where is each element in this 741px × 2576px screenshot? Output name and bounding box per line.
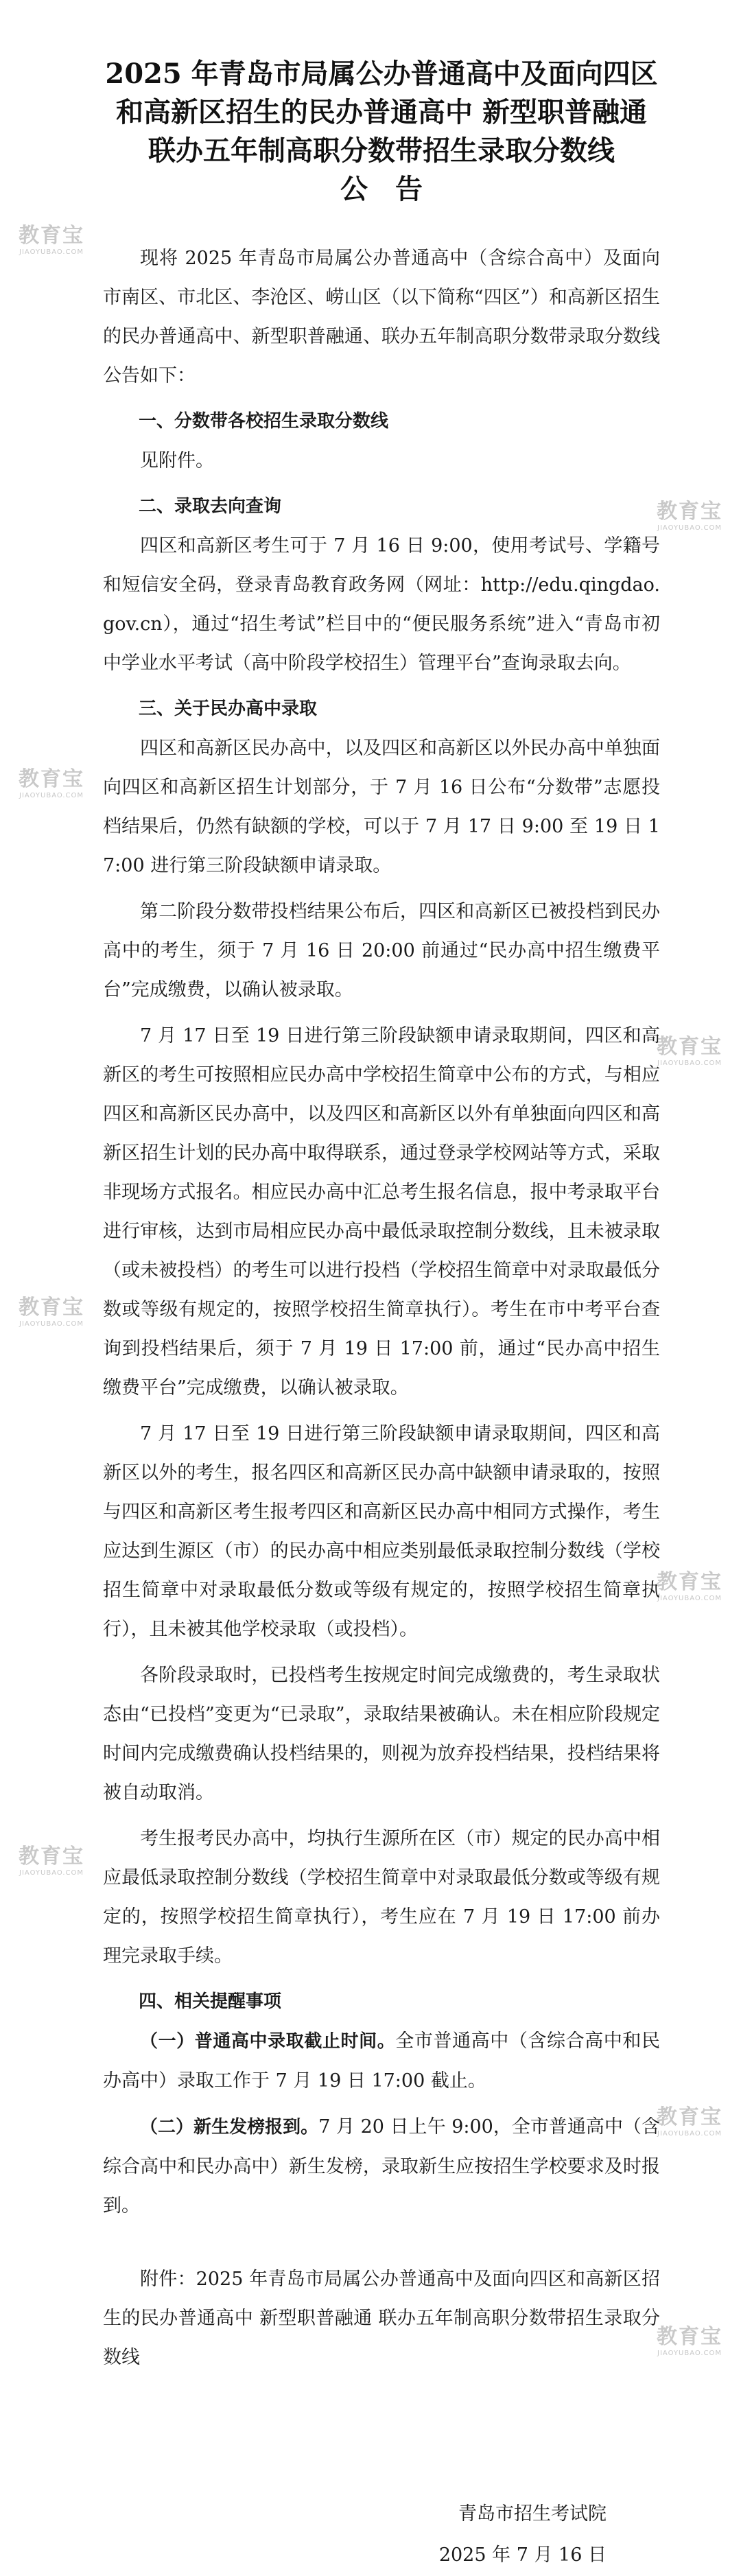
section-heading: 四、相关提醒事项	[139, 1991, 282, 2012]
section-heading: 三、关于民办高中录取	[139, 699, 318, 719]
signature-date: 2025 年 7 月 16 日	[438, 2544, 607, 2566]
announcement-document	[103, 55, 660, 2576]
watermark-logo: 教育宝 JIAOYUBAO.COM	[19, 767, 84, 799]
reminder-item	[103, 2107, 660, 2225]
signature-org: 青岛市招生考试院	[458, 2503, 607, 2525]
paragraph: 四区和高新区考生可于 7 月 16 日 9:00，使用考试号、学籍号和短信安全码，登录青岛教育政务网（网址：http://edu.qingdao.gov.cn），通过“招生考试”栏目中的“便民服务系统”进入“青岛市初中学业水平考试（高中阶段学校招生）管理平台”查询录取去向。	[103, 535, 660, 674]
paragraph: 各阶段录取时，已投档考生按规定时间完成缴费的，考生录取状态由“已投档”变更为“已录取”，录取结果被确认。未在相应阶段规定时间内完成缴费确认投档结果的，则视为放弃投档结果，投档结果将被自动取消。	[103, 1665, 660, 1803]
watermark-logo: 教育宝 JIAOYUBAO.COM	[657, 500, 722, 532]
paragraph: 7 月 17 日至 19 日进行第三阶段缺额申请录取期间，四区和高新区以外的考生，报名四区和高新区民办高中缺额申请录取的，按照与四区和高新区考生报考四区和高新区民办高中相同方式操作，考生应达到生源区（市）的民办高中相应类别最低录取控制分数线（学校招生简章中对录取最低分数或等级有规定的，按照学校招生简章执行），且未被其他学校录取（或投档）。	[103, 1423, 660, 1640]
watermark-logo: 教育宝 JIAOYUBAO.COM	[657, 1570, 722, 1602]
title-line: 联办五年制高职分数带招生录取分数线	[148, 134, 615, 167]
reminder-label: （二）新生发榜报到。	[140, 2117, 319, 2138]
title-line: 公 告	[340, 173, 423, 205]
section-heading: 一、分数带各校招生录取分数线	[139, 411, 389, 432]
paragraph: 四区和高新区民办高中，以及四区和高新区以外民办高中单独面向四区和高新区招生计划部分，于 7 月 16 日公布“分数带”志愿投档结果后，仍然有缺额的学校，可以于 7 月 17 日 9:00 至 19 日 17:00 进行第三阶段缺额申请录取。	[103, 738, 660, 876]
reminder-label: （一）普通高中录取截止时间。	[140, 2031, 396, 2052]
title-line: 2025 年青岛市局属公办普通高中及面向四区	[105, 58, 658, 90]
paragraph: 见附件。	[140, 450, 214, 471]
watermark-logo: 教育宝 JIAOYUBAO.COM	[657, 2325, 722, 2357]
paragraph: 7 月 17 日至 19 日进行第三阶段缺额申请录取期间，四区和高新区的考生可按照相应民办高中学校招生简章中公布的方式，与相应四区和高新区民办高中，以及四区和高新区以外有单独面向四区和高新区招生计划的民办高中取得联系，通过登录学校网站等方式，采取非现场方式报名。相应民办高中汇总考生报名信息，报中考录取平台进行审核，达到市局相应民办高中最低录取控制分数线，且未被录取（或未被投档）的考生可以进行投档（学校招生简章中对录取最低分数或等级有规定的，按照学校招生简章执行）。考生在市中考平台查询到投档结果后，须于 7 月 19 日 17:00 前，通过“民办高中招生缴费平台”完成缴费，以确认被录取。	[103, 1025, 660, 1398]
document-body	[103, 239, 660, 2576]
paragraph: 考生报考民办高中，均执行生源所在区（市）规定的民办高中相应最低录取控制分数线（学校招生简章中对录取最低分数或等级有规定的，按照学校招生简章执行），考生应在 7 月 19 日 17:00 前办理完录取手续。	[103, 1828, 660, 1967]
watermark-logo: 教育宝 JIAOYUBAO.COM	[657, 1035, 722, 1067]
reminder-text: 全市普通高中（含综合高中和民办高中）录取工作于 7 月 19 日 17:00 截止。	[103, 2030, 660, 2092]
reminder-item	[103, 2022, 660, 2100]
watermark-logo: 教育宝 JIAOYUBAO.COM	[19, 1296, 84, 1328]
watermark-logo: 教育宝 JIAOYUBAO.COM	[19, 224, 84, 256]
section-heading: 二、录取去向查询	[139, 496, 282, 517]
attachment-note: 附件：2025 年青岛市局属公办普通高中及面向四区和高新区招生的民办普通高中 新型职普融通 联办五年制高职分数带招生录取分数线	[103, 2269, 660, 2368]
intro-paragraph: 现将 2025 年青岛市局属公办普通高中（含综合高中）及面向市南区、市北区、李沧区、崂山区（以下简称“四区”）和高新区招生的民办普通高中、新型职普融通、联办五年制高职分数带录取分数线公告如下：	[103, 248, 660, 386]
reminder-text: 7 月 20 日上午 9:00，全市普通高中（含综合高中和民办高中）新生发榜，录取新生应按招生学校要求及时报到。	[103, 2116, 660, 2216]
signature-block	[103, 2494, 660, 2576]
watermark-logo: 教育宝 JIAOYUBAO.COM	[19, 1845, 84, 1877]
paragraph: 第二阶段分数带投档结果公布后，四区和高新区已被投档到民办高中的考生，须于 7 月 16 日 20:00 前通过“民办高中招生缴费平台”完成缴费，以确认被录取。	[103, 901, 660, 1000]
watermark-logo: 教育宝 JIAOYUBAO.COM	[657, 2105, 722, 2138]
document-title	[103, 55, 660, 209]
title-line: 和高新区招生的民办普通高中 新型职普融通	[116, 96, 647, 128]
